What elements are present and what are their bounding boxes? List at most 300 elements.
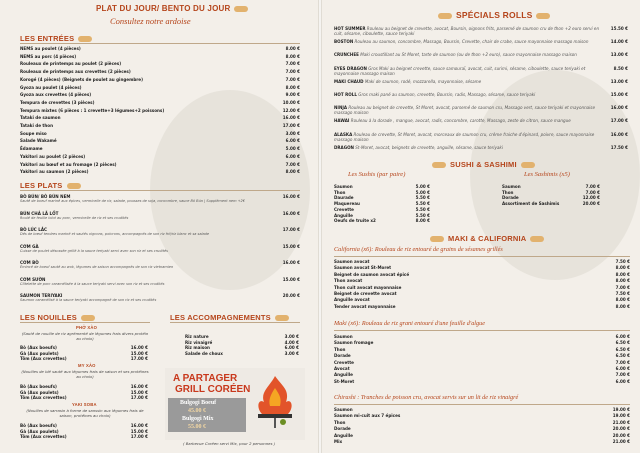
item-price: 15.00 € xyxy=(130,428,148,434)
item-name: Daurade xyxy=(334,195,354,201)
sushis-header: Les Sushis (par paire) xyxy=(348,171,406,178)
pho-xao-desc: (Sauté de nouille de riz agrémenté de légumes frais divers protéin au choix) xyxy=(21,331,149,341)
menu-item xyxy=(20,162,300,167)
item-price: 7.00 € xyxy=(285,61,300,67)
menu-item xyxy=(185,340,299,345)
menu-item xyxy=(20,227,300,236)
item-price: 7.00 € xyxy=(285,69,300,75)
item-price: 8.00 € xyxy=(285,84,300,90)
item-name: Gà (Aux poulets) xyxy=(20,428,59,434)
item-price: 16.00 € xyxy=(130,345,148,350)
accompagnements-divider xyxy=(170,322,300,323)
menu-item xyxy=(334,413,630,418)
item-name: Gyoza aux crevettes (4 pièces) xyxy=(20,92,92,98)
item-price: 20.00 € xyxy=(612,432,630,438)
item-name: Saumon fromage xyxy=(334,340,374,346)
item-price: 17.00 € xyxy=(282,123,300,128)
menu-item xyxy=(20,46,300,51)
item-price: 13.00 € xyxy=(610,52,628,58)
item-price: 6.50 € xyxy=(615,340,630,346)
item-price: 16.00 € xyxy=(282,115,300,121)
item-description: St-Moret, avocat, beignets de crevette, anguille, sésame, sauce teriyaki xyxy=(354,144,503,150)
cloud-icon xyxy=(530,236,544,242)
menu-item xyxy=(334,407,630,412)
item-name: SAUMON TERIYAKI xyxy=(20,293,63,298)
item-price: 21.00 € xyxy=(612,439,630,444)
item-name: Saumon avocat St-Moret xyxy=(334,265,392,271)
menu-item xyxy=(334,291,630,296)
menu-item xyxy=(334,66,628,76)
menu-item xyxy=(20,146,300,151)
item-name: Saumon xyxy=(334,184,353,189)
item-price: 15.00 € xyxy=(130,389,148,395)
menu-item xyxy=(20,108,300,113)
menu-item xyxy=(20,244,300,253)
yaki-soba-title: YAKI SOBA xyxy=(72,402,97,407)
menu-item xyxy=(185,351,299,356)
item-description: Cuisse de poulet désossée grillé à la sauce teriyaki servi avec son riz et ses crudités xyxy=(20,248,168,253)
menu-item xyxy=(334,118,628,123)
menu-item xyxy=(334,26,628,36)
accompagnements-title: LES ACCOMPAGNEMENTS xyxy=(170,313,289,322)
item-price: 8.00 € xyxy=(615,271,630,277)
menu-item xyxy=(20,211,300,220)
entrees-divider xyxy=(20,43,300,44)
item-price: 8.00 € xyxy=(285,46,300,51)
cloud-icon xyxy=(275,315,289,321)
bulgogi-boeuf-label: Bulgogi Boeuf xyxy=(180,400,217,406)
menu-item xyxy=(334,304,630,309)
item-price: 8.50 € xyxy=(613,65,628,71)
menu-item xyxy=(20,194,300,203)
item-name: St-Moret xyxy=(334,378,355,384)
item-name: Anguille xyxy=(334,432,353,438)
item-name: Dorade xyxy=(334,353,351,359)
item-name: Assortiment de Sashimis xyxy=(502,201,560,207)
item-name: Dorade xyxy=(334,426,351,432)
item-name: Thon xyxy=(334,189,346,195)
item-price: 16.00 € xyxy=(282,210,300,216)
item-description: Maki de saumon, rodé, mozzarella, mayonnaise, sésame xyxy=(363,78,482,84)
my-xao-desc: (Nouilles de blé sauté aux légumes frais de saison et ses protéines au choix) xyxy=(21,369,149,379)
item-price: 6.00 € xyxy=(615,334,630,339)
item-name: Édamame xyxy=(20,146,43,152)
item-name: Oeufs de truite x2 xyxy=(334,218,376,224)
item-name: DRAGON xyxy=(334,144,354,150)
item-name: HAWAI xyxy=(334,118,350,124)
item-name: Crevette xyxy=(334,206,354,212)
item-price: 14.00 € xyxy=(610,39,628,45)
item-name: Riz nature xyxy=(185,334,209,339)
menu-item xyxy=(20,351,148,356)
menu-item xyxy=(334,347,630,352)
item-description: Émincé de boeuf sauté au wok, légumes de saison accompagnés de son riz vietnamien xyxy=(20,265,174,269)
menu-item xyxy=(334,39,628,44)
item-price: 6.00 € xyxy=(284,345,299,351)
menu-item xyxy=(334,278,630,283)
item-name: Riz maison xyxy=(185,345,210,351)
item-price: 6.00 € xyxy=(615,378,630,384)
consultez-subtitle: Consultez notre ardoise xyxy=(110,16,191,26)
plats-title: LES PLATS xyxy=(20,181,81,190)
menu-item xyxy=(502,190,600,195)
cloud-icon xyxy=(430,236,444,242)
menu-item xyxy=(20,85,300,90)
item-price: 8.00 € xyxy=(615,278,630,284)
item-name: Thon xyxy=(334,346,346,352)
cloud-icon xyxy=(432,162,446,168)
menu-item xyxy=(20,123,300,128)
menu-item xyxy=(334,184,430,189)
item-name: Salade Wakamé xyxy=(20,138,57,144)
chirashi-header: Chirashi : Tranches de poisson cru, avocat servis sur un lit de riz vinaigré xyxy=(334,394,519,401)
item-price: 5.00 € xyxy=(415,189,430,195)
item-price: 16.00 € xyxy=(282,194,300,199)
item-price: 15.00 € xyxy=(282,276,300,282)
cloud-icon xyxy=(81,315,95,321)
item-name: Saumon avocat xyxy=(334,259,370,264)
menu-item xyxy=(20,390,148,395)
cloud-icon xyxy=(67,183,81,189)
item-name: Thon xyxy=(502,189,514,195)
item-name: Bò (Aux boeufs) xyxy=(20,345,57,350)
item-price: 4.00 € xyxy=(284,339,299,345)
sashimis-header: Les Sashimis (x5) xyxy=(524,171,570,178)
item-price: 6.00 € xyxy=(615,366,630,371)
item-name: Avocat xyxy=(334,366,350,371)
item-price: 16.00 € xyxy=(610,131,628,137)
item-price: 5.50 € xyxy=(415,212,430,218)
bulgogi-mix-label: Bulgogi Mix xyxy=(182,416,214,422)
item-price: 20.00 € xyxy=(612,426,630,432)
item-name: Saumon xyxy=(334,334,353,339)
item-name: Thon avocat xyxy=(334,278,363,284)
logo-a-partager: A PARTAGER xyxy=(173,373,238,384)
item-price: 7.00 € xyxy=(615,359,630,365)
bulgogi-boeuf-price: 45.00 € xyxy=(188,408,206,414)
menu-item xyxy=(334,132,628,142)
item-name: Beignet de crevette avocat xyxy=(334,291,397,296)
menu-item xyxy=(20,293,300,302)
menu-item xyxy=(334,366,630,371)
menu-item xyxy=(334,334,630,339)
item-price: 13.00 € xyxy=(610,78,628,84)
item-price: 7.00 € xyxy=(285,161,300,167)
menu-item xyxy=(20,260,300,269)
item-description: Gros maki pané au saumon, crevette, Boursin, radis, Massago, sésame, sauce teriyaki xyxy=(356,92,536,97)
item-price: 17.50 € xyxy=(610,144,628,150)
menu-item xyxy=(334,52,628,57)
item-name: ALASKA xyxy=(334,131,353,137)
item-price: 6.00 € xyxy=(285,153,300,159)
menu-item xyxy=(334,379,630,384)
maki-california-title: MAKI & CALIFORNIA xyxy=(430,234,544,243)
item-name: Rouleaux de printemps aux crevettes (2 pièces) xyxy=(20,69,131,75)
item-description: Saumon caramélisé à la sauce teriyaki accompagné de son riz et ses crudités xyxy=(20,298,157,302)
item-price: 15.50 € xyxy=(610,26,628,31)
item-name: Tôm (Aux crevettes) xyxy=(20,356,67,362)
item-price: 8.00 € xyxy=(615,265,630,271)
cloud-icon xyxy=(536,13,550,19)
maki-header: Maki (x6): Rouleau de riz grani entouré d'une feuille d'algue xyxy=(334,320,485,327)
item-name: Crevette xyxy=(334,359,354,365)
california-header: California (x6): Rouleau de riz entouré de grains de sésames grillés xyxy=(334,246,503,253)
item-name: HOT SUMMER xyxy=(334,26,366,31)
item-name: Yakitori au poulet (2 pièces) xyxy=(20,153,86,159)
item-description: Dés de bœuf tendres mariné et sautés oignons, poivrons, accompagnés de son riz frit/riz blanc et sa salade xyxy=(20,232,210,236)
item-price: 10.00 € xyxy=(282,99,300,105)
yaki-soba-desc: (Nouilles de sarrasin à forme de sanssin aux légumes frais de saison, protéines au choix) xyxy=(26,408,144,418)
plat-du-jour-title: PLAT DU JOUR/ BENTO DU JOUR xyxy=(96,4,248,13)
item-price: 7.00 € xyxy=(585,184,600,189)
menu-item xyxy=(334,105,628,115)
cloud-icon xyxy=(438,13,452,19)
logo-grill-coreen: GRILL CORÉEN xyxy=(175,384,251,395)
menu-item xyxy=(20,92,300,97)
menu-item xyxy=(334,272,630,277)
pho-xao-title: PHỞ XÀO xyxy=(76,325,98,330)
item-description: Roulé de feuille lolot au porc, vermicelle de riz et ses crudités xyxy=(20,215,129,220)
menu-item xyxy=(334,79,628,84)
menu-item xyxy=(20,434,148,439)
item-name: Anguille avocat xyxy=(334,297,370,303)
menu-item xyxy=(20,77,300,82)
item-price: 19.00 € xyxy=(612,407,630,412)
item-price: 8.00 € xyxy=(285,53,300,59)
menu-item xyxy=(334,439,630,444)
item-name: Saumon xyxy=(334,407,353,412)
sushi-title: SUSHI & SASHIMI xyxy=(432,160,535,169)
chirashi-divider xyxy=(334,404,630,405)
item-name: Tôm (Aux crevettes) xyxy=(20,434,67,440)
item-price: 21.00 € xyxy=(612,419,630,425)
item-name: EYES DRAGON xyxy=(334,65,367,71)
menu-item xyxy=(20,345,148,350)
item-description: Rouleau au beignet de crevette, avocat, Boursin, oignons frits, parsemé de saumon cru de thon +2 euro servi en cuit, sésame, ciboulette, sauce teriyaki xyxy=(334,26,600,36)
nouilles-title: LES NOUILLES xyxy=(20,313,95,322)
item-price: 12.00 € xyxy=(582,195,600,201)
item-name: Gà (Aux poulets) xyxy=(20,350,59,356)
menu-item xyxy=(334,145,628,150)
item-price: 20.00 € xyxy=(282,293,300,298)
item-name: Rouleaux de printemps au poulet (2 pièces) xyxy=(20,61,122,67)
item-price: 7.00 € xyxy=(615,372,630,378)
item-name: Saumon mi-cuit aux 7 épices xyxy=(334,413,401,419)
menu-item xyxy=(20,138,300,143)
item-price: 5.50 € xyxy=(415,195,430,201)
item-name: Korogé (4 pièces) (Beignets de poulet au gingembre) xyxy=(20,76,143,82)
my-xao-title: MY XÀO xyxy=(78,363,96,368)
item-name: Tataki de saumon xyxy=(20,115,61,121)
item-name: BÚN CHẢ LÃ LỐT xyxy=(20,210,59,216)
item-price: 6.50 € xyxy=(615,346,630,352)
menu-item xyxy=(334,372,630,377)
menu-item xyxy=(334,353,630,358)
item-price: 5.50 € xyxy=(415,206,430,212)
item-price: 16.00 € xyxy=(282,260,300,265)
item-name: Gà (Aux poulets) xyxy=(20,389,59,395)
item-name: Bò (Aux boeufs) xyxy=(20,423,57,428)
item-price: 6.50 € xyxy=(615,353,630,359)
item-price: 9.00 € xyxy=(285,92,300,98)
item-name: Salade de choux xyxy=(185,350,223,356)
nouilles-divider xyxy=(20,322,150,323)
item-description: Sauté de boeuf mariné aux épices, vermicelle de riz, salade, pousses de soja, concombre, sauce Bò Bún | Supplément nem +2€ xyxy=(20,199,245,203)
menu-item xyxy=(334,218,430,223)
item-name: Tôm (Aux crevettes) xyxy=(20,395,67,401)
item-name: Yakitori au saumon (2 pièces) xyxy=(20,169,89,175)
item-price: 7.50 € xyxy=(615,259,630,264)
item-price: 3.00 € xyxy=(284,334,299,339)
item-name: Bò (Aux boeufs) xyxy=(20,384,57,389)
menu-item xyxy=(185,345,299,350)
item-name: Beignet de saumon avocat épicé xyxy=(334,271,410,277)
grill-flame-icon xyxy=(252,374,298,430)
item-price: 16.00 € xyxy=(130,384,148,389)
menu-item xyxy=(502,195,600,200)
item-name: Tempura mixtes (6 pièces : 1 crevette+3 légumes+2 poissons) xyxy=(20,107,165,113)
bulgogi-mix-price: 55.00 € xyxy=(188,424,206,430)
menu-item xyxy=(334,190,430,195)
item-name: Maquereau xyxy=(334,201,360,207)
item-name: BÒ LÚC LẮC xyxy=(20,227,48,232)
item-price: 15.00 € xyxy=(282,243,300,249)
menu-item xyxy=(20,277,300,286)
menu-item xyxy=(20,423,148,428)
item-name: BÒ BÚN/ BÒ BÚN NEM xyxy=(20,194,71,199)
item-name: Tempura de crevettes (3 pièces) xyxy=(20,99,95,105)
menu-item xyxy=(334,201,430,206)
menu-item xyxy=(20,54,300,59)
item-price: 7.50 € xyxy=(615,291,630,296)
maki-divider xyxy=(334,330,630,331)
menu-item xyxy=(334,297,630,302)
item-price: 15.00 € xyxy=(610,92,628,97)
item-price: 5.00 € xyxy=(415,184,430,189)
item-name: BOSTON xyxy=(334,39,354,45)
item-name: CƠM SƯỜN xyxy=(20,276,46,282)
item-price: 5.00 € xyxy=(285,146,300,152)
item-description: Rouleau au saumon, concombre, Massago, Boursin, Crevette, chair de crabe, sauce mayonnaise massago maison xyxy=(353,39,589,45)
item-price: 8.00 € xyxy=(615,297,630,303)
menu-item xyxy=(185,334,299,339)
item-price: 15.00 € xyxy=(130,350,148,356)
item-price: 19.00 € xyxy=(612,413,630,419)
item-price: 6.00 € xyxy=(285,138,300,144)
item-description: Côtelette de porc caramélisée à la sauce teriyaki servi avec son riz et ses crudités xyxy=(20,281,165,286)
item-price: 17.00 € xyxy=(610,118,628,124)
item-name: NEMS au poulet (4 pièces) xyxy=(20,46,81,51)
item-price: 17.00 € xyxy=(282,227,300,232)
item-name: Thon xyxy=(334,419,346,425)
item-name: Soupe miso xyxy=(20,130,47,136)
menu-item xyxy=(334,426,630,431)
menu-item xyxy=(502,201,600,206)
item-price: 3.00 € xyxy=(285,130,300,136)
menu-item xyxy=(334,259,630,264)
cloud-icon xyxy=(78,36,92,42)
menu-item xyxy=(20,395,148,400)
rolls-title: SPÉCIALS ROLLS xyxy=(438,10,550,20)
item-price: 17.00 € xyxy=(130,356,148,362)
item-price: 8.00 € xyxy=(615,303,630,309)
menu-item xyxy=(334,420,630,425)
item-price: 8.00 € xyxy=(285,169,300,175)
item-price: 20.00 € xyxy=(582,201,600,207)
menu-item xyxy=(20,154,300,159)
menu-item xyxy=(20,115,300,120)
menu-item xyxy=(334,265,630,270)
menu-item xyxy=(334,360,630,365)
item-price: 3.00 € xyxy=(284,350,299,356)
item-name: Anguille xyxy=(334,372,353,378)
cloud-icon xyxy=(521,162,535,168)
menu-item xyxy=(334,433,630,438)
item-price: 17.00 € xyxy=(130,395,148,401)
entrees-title: LES ENTRÉES xyxy=(20,34,92,43)
barbecue-note: ( Barbecue Coréen servi Mix, pour 2 personnes ) xyxy=(183,441,276,446)
item-name: Gyoza au poulet (4 pièces) xyxy=(20,84,82,90)
item-price: 5.50 € xyxy=(415,201,430,207)
menu-item xyxy=(334,195,430,200)
item-description: Rouleau de crevette, St Moret, avocat, morceaux de saumon cru, crème fraiche d'épinard, poivre, sauce mayonnaise massago maison xyxy=(334,131,595,142)
menu-item xyxy=(502,184,600,189)
plats-divider xyxy=(20,190,300,191)
menu-item xyxy=(334,207,430,212)
item-price: 12.00 € xyxy=(282,107,300,113)
item-name: NEMS au porc (4 pièces) xyxy=(20,53,77,59)
item-name: MAKI CHAUD xyxy=(334,78,364,84)
item-price: 16.00 € xyxy=(610,105,628,111)
right-page xyxy=(320,0,640,453)
menu-item xyxy=(20,131,300,136)
item-name: HOT ROLL xyxy=(334,92,357,97)
item-description: Maki croustillant au St Moret, tarte de saumon (ou de thon +2 euro), sauce mayonnaise massago maison xyxy=(358,52,577,58)
menu-item xyxy=(334,340,630,345)
menu-item xyxy=(20,384,148,389)
item-description: Rouleau à la dorade , mangue, avocat, radis, concombre, carotte, Massago, zeste de citron, sauce mangue xyxy=(349,118,571,124)
item-price: 17.00 € xyxy=(130,434,148,440)
item-price: 16.00 € xyxy=(130,423,148,428)
item-name: Tataki de thon xyxy=(20,123,54,128)
item-name: Dorade xyxy=(502,195,519,201)
item-price: 7.00 € xyxy=(285,76,300,82)
item-price: 7.00 € xyxy=(615,284,630,290)
menu-item xyxy=(20,356,148,361)
item-name: Thon cuit avocat mayonnaise xyxy=(334,284,402,290)
item-name: CƠM GÀ xyxy=(20,243,39,249)
menu-item xyxy=(20,169,300,174)
menu-item xyxy=(20,100,300,105)
item-name: Yakitori au bœuf et au fromage (2 pièces) xyxy=(20,161,117,167)
menu-item xyxy=(20,429,148,434)
item-name: Anguille xyxy=(334,212,353,218)
menu-item xyxy=(334,92,628,97)
item-name: Mix xyxy=(334,439,343,444)
item-description: Gros Maki au beignet crevette, sauce samouraï, avocat, cuit, surimi, sésame, ciboulette, sauce teriyaki et mayonnaise massago maison xyxy=(334,65,586,76)
menu-item xyxy=(334,213,430,218)
item-description: Rouleau au beignet de crevette, St Moret, avocat, parsemé de saumon cru, Massago vert, sauce teriyaki et mayonnaise massago maison xyxy=(334,105,595,116)
item-price: 8.00 € xyxy=(415,218,430,224)
menu-item xyxy=(20,69,300,74)
item-name: Riz vinaigré xyxy=(185,339,213,345)
item-name: CRUNCHEE xyxy=(334,52,359,58)
item-price: 7.00 € xyxy=(585,189,600,195)
item-name: Tender avocat mayonnaise xyxy=(334,303,396,309)
cloud-icon xyxy=(234,6,248,12)
item-name: CƠM BÒ xyxy=(20,260,39,265)
item-name: Saumon xyxy=(502,184,521,189)
